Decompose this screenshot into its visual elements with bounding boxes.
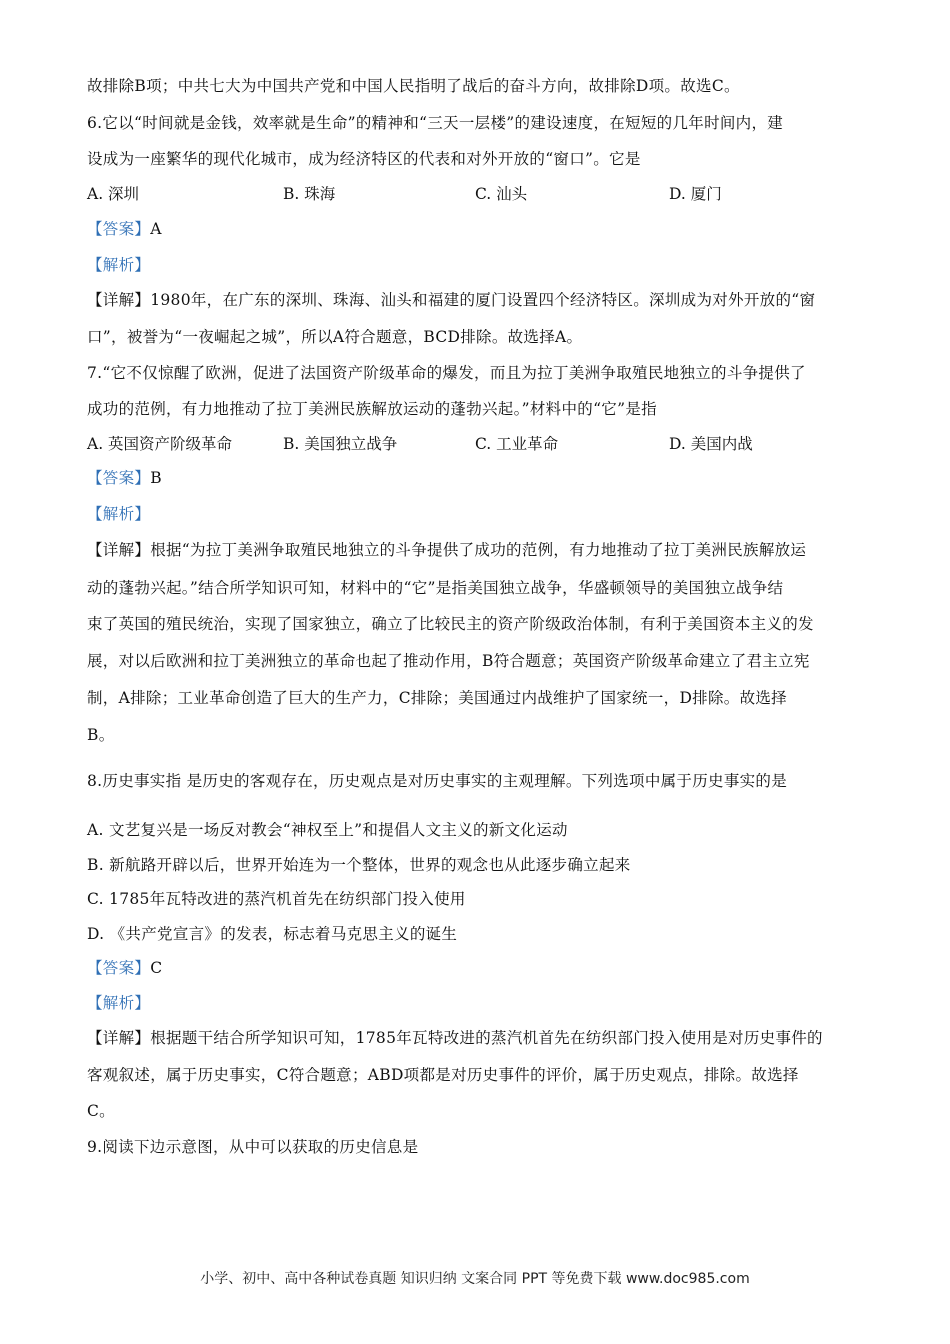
option-d: D. 厦门 [669,185,722,203]
question-9-stem: 9.阅读下边示意图，从中可以获取的历史信息是 [87,1138,419,1156]
option-d: D. 《共产党宣言》的发表，标志着马克思主义的诞生 [87,925,458,943]
question-8-stem: 8.历史事实指 是历史的客观存在，历史观点是对历史事实的主观理解。下列选项中属于历史事实的是 [87,772,788,790]
detail-line [87,290,815,310]
answer-tag: 【答案】 [87,469,151,487]
option-a: A. 英国资产阶级革命 [87,435,233,453]
detail-text: 1980年，在广东的深圳、珠海、汕头和福建的厦门设置四个经济特区。深圳成为对外开放的“窗 [150,291,816,309]
answer-value: C [150,959,163,977]
option-b: B. 新航路开辟以后，世界开始连为一个整体，世界的观念也从此逐步确立起来 [87,856,631,874]
page-footer: 小学、初中、高中各种试卷真题 知识归纳 文案合同 PPT 等免费下载 www.doc985.com [200,1271,750,1287]
option-c: C. 1785年瓦特改进的蒸汽机首先在纺织部门投入使用 [87,890,466,908]
answer-tag: 【答案】 [87,220,151,238]
text-line: 故排除B项；中共七大为中国共产党和中国人民指明了战后的奋斗方向，故排除D项。故选C。 [87,77,740,95]
answer-line [87,219,162,239]
detail-tag: 【详解】 [87,1029,151,1047]
question-7-stem-cont: 成功的范例，有力地推动了拉丁美洲民族解放运动的蓬勃兴起。”材料中的“它”是指 [87,400,657,418]
option-d: D. 美国内战 [669,435,753,453]
option-a: A. 文艺复兴是一场反对教会“神权至上”和提倡人文主义的新文化运动 [87,821,568,839]
analysis-tag: 【解析】 [87,256,151,274]
answer-value: B [150,469,162,487]
option-b: B. 美国独立战争 [283,435,398,453]
question-6-stem-cont: 设成为一座繁华的现代化城市，成为经济特区的代表和对外开放的“窗口”。它是 [87,150,641,168]
detail-line [87,540,806,560]
question-7-stem: 7.“它不仅惊醒了欧洲，促进了法国资产阶级革命的爆发，而且为拉丁美洲争取殖民地独立的斗争提供了 [87,364,806,382]
answer-line [87,958,162,978]
analysis-tag: 【解析】 [87,505,151,523]
detail-line [87,1028,823,1048]
option-c: C. 汕头 [475,185,528,203]
answer-value: A [150,220,162,238]
answer-line [87,468,162,488]
detail-line: C。 [87,1102,115,1120]
option-b: B. 珠海 [283,185,336,203]
detail-tag: 【详解】 [87,541,151,559]
detail-line: 客观叙述，属于历史事实，C符合题意；ABD项都是对历史事件的评价，属于历史观点，排除。故选择 [87,1066,799,1084]
option-a: A. 深圳 [87,185,140,203]
question-6-stem: 6.它以“时间就是金钱，效率就是生命”的精神和“三天一层楼”的建设速度，在短短的几年时间内，建 [87,114,784,132]
detail-line: B。 [87,726,115,744]
analysis-tag: 【解析】 [87,994,151,1012]
option-c: C. 工业革命 [475,435,559,453]
detail-text: 根据题干结合所学知识可知，1785年瓦特改进的蒸汽机首先在纺织部门投入使用是对历史事件的 [150,1029,823,1047]
detail-line: 束了英国的殖民统治，实现了国家独立，确立了比较民主的资产阶级政治体制，有利于美国资本主义的发 [87,615,814,633]
detail-line: 展，对以后欧洲和拉丁美洲独立的革命也起了推动作用，B符合题意；英国资产阶级革命建立了君主立宪 [87,652,810,670]
detail-line: 动的蓬勃兴起。”结合所学知识可知，材料中的“它”是指美国独立战争，华盛顿领导的美国独立战争结 [87,579,784,597]
detail-line: 口”，被誉为“一夜崛起之城”，所以A符合题意，BCD排除。故选择A。 [87,328,583,346]
detail-tag: 【详解】 [87,291,151,309]
answer-tag: 【答案】 [87,959,151,977]
detail-text: 根据“为拉丁美洲争取殖民地独立的斗争提供了成功的范例，有力地推动了拉丁美洲民族解放运 [150,541,807,559]
detail-line: 制，A排除；工业革命创造了巨大的生产力，C排除；美国通过内战维护了国家统一，D排除。故选择 [87,689,787,707]
